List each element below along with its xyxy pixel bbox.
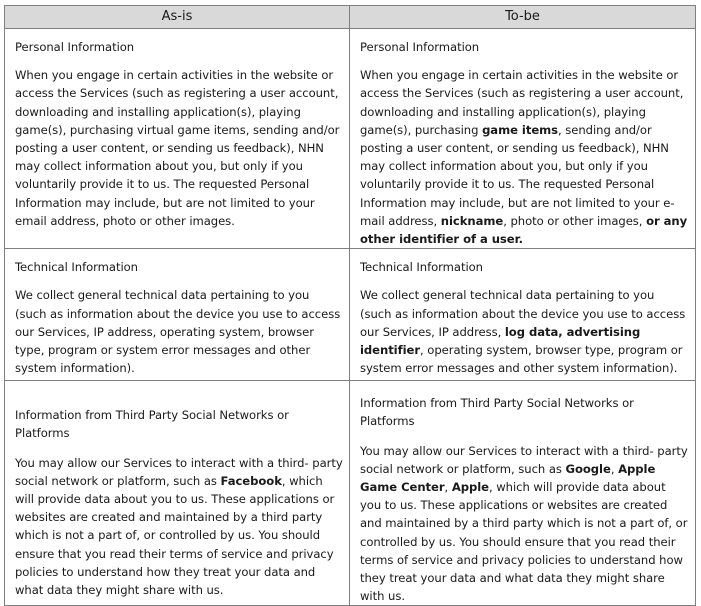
body-text: We collect general technical data pertaining to you (such as information about the device you use to access our Services, IP address, operating system, browser type, program or system error messages and other system information). [15, 288, 341, 376]
table-row [5, 29, 696, 249]
section-body [15, 286, 343, 377]
comparison-table [4, 5, 696, 606]
section-title: Information from Third Party Social Networks or Platforms [360, 396, 634, 429]
body-text: We collect general technical data pertaining to you (such as information about the device you use to access our Services, IP address, [360, 288, 686, 339]
to-be-cell-technical-information [350, 249, 696, 381]
as-is-cell-technical-information [5, 249, 350, 381]
body-text: , which will provide data about you to us. These applications or websites are created and maintained by a third party which is not a part of, or controlled by us. You should ensure that you read their terms of service and privacy policies to understand how they treat your data and what data they might share with us. [360, 480, 688, 604]
as-is-header: As-is [5, 6, 350, 29]
body-text: , sending and/or posting a user content, or sending us feedback), NHN may collect information about you, but only if you voluntarily provide it to us. The requested Personal Information may include, but are not limited to your e-mail address, [360, 122, 675, 228]
body-text: , [610, 461, 619, 476]
section-title: Personal Information [15, 40, 135, 54]
body-text: When you engage in certain activities in the website or access the Services (such as registering a user account, downloading and installing application(s), playing game(s), purchasing [360, 68, 684, 137]
section-title: Technical Information [360, 260, 483, 275]
section-body [15, 66, 343, 230]
section-body [360, 66, 689, 248]
header-row [5, 6, 696, 29]
section-title: Information from Third Party Social Networks or Platforms [15, 408, 289, 441]
to-be-cell-third-party-information [350, 381, 696, 606]
highlighted-text: nickname [440, 213, 504, 228]
highlighted-text: game items [482, 122, 559, 137]
body-text: When you engage in certain activities in the website or access the Services (such as registering a user account, downloading and installing application(s), playing game(s), purchasing virtual game items, sending and/or posting a user content, or sending us feedback), NHN may collect information about you, but only if you voluntarily provide it to us. The requested Personal Information may include, but are not limited to your email address, photo or other images. [15, 68, 340, 228]
body-text: , which will provide data about you to us. These applications or websites are created and maintained by a third party which is not a part of, or controlled by us. You should ensure that you read their terms of service and privacy policies to understand how they treat your data and what data they might share with us. [15, 473, 335, 598]
to-be-cell-personal-information [350, 29, 696, 249]
section-title: Technical Information [15, 260, 138, 275]
highlighted-text: Facebook [220, 473, 282, 488]
section-body [15, 454, 343, 600]
as-is-cell-third-party-information [5, 381, 350, 606]
body-text: , [444, 480, 452, 495]
body-text: You may allow our Services to interact with a third- party social network or platform, such as [15, 455, 343, 488]
highlighted-text: Apple Game Center [360, 461, 656, 495]
body-text: You may allow our Services to interact with a third- party social network or platform, such as [360, 443, 688, 476]
section-body [360, 286, 689, 377]
body-text: , operating system, browser type, program or system error messages and other system information). [360, 343, 683, 376]
highlighted-text: Apple [451, 480, 489, 495]
table-row [5, 249, 696, 381]
body-text: , photo or other images, [503, 213, 647, 228]
highlighted-text: log data, advertising identifier [360, 324, 641, 358]
highlighted-text: Google [565, 461, 611, 476]
as-is-cell-personal-information [5, 29, 350, 249]
highlighted-text: or any other identifier of a user. [360, 213, 688, 247]
section-title: Personal Information [360, 40, 480, 54]
section-body [360, 442, 689, 606]
table-row [5, 381, 696, 606]
to-be-header: To-be [350, 6, 696, 29]
